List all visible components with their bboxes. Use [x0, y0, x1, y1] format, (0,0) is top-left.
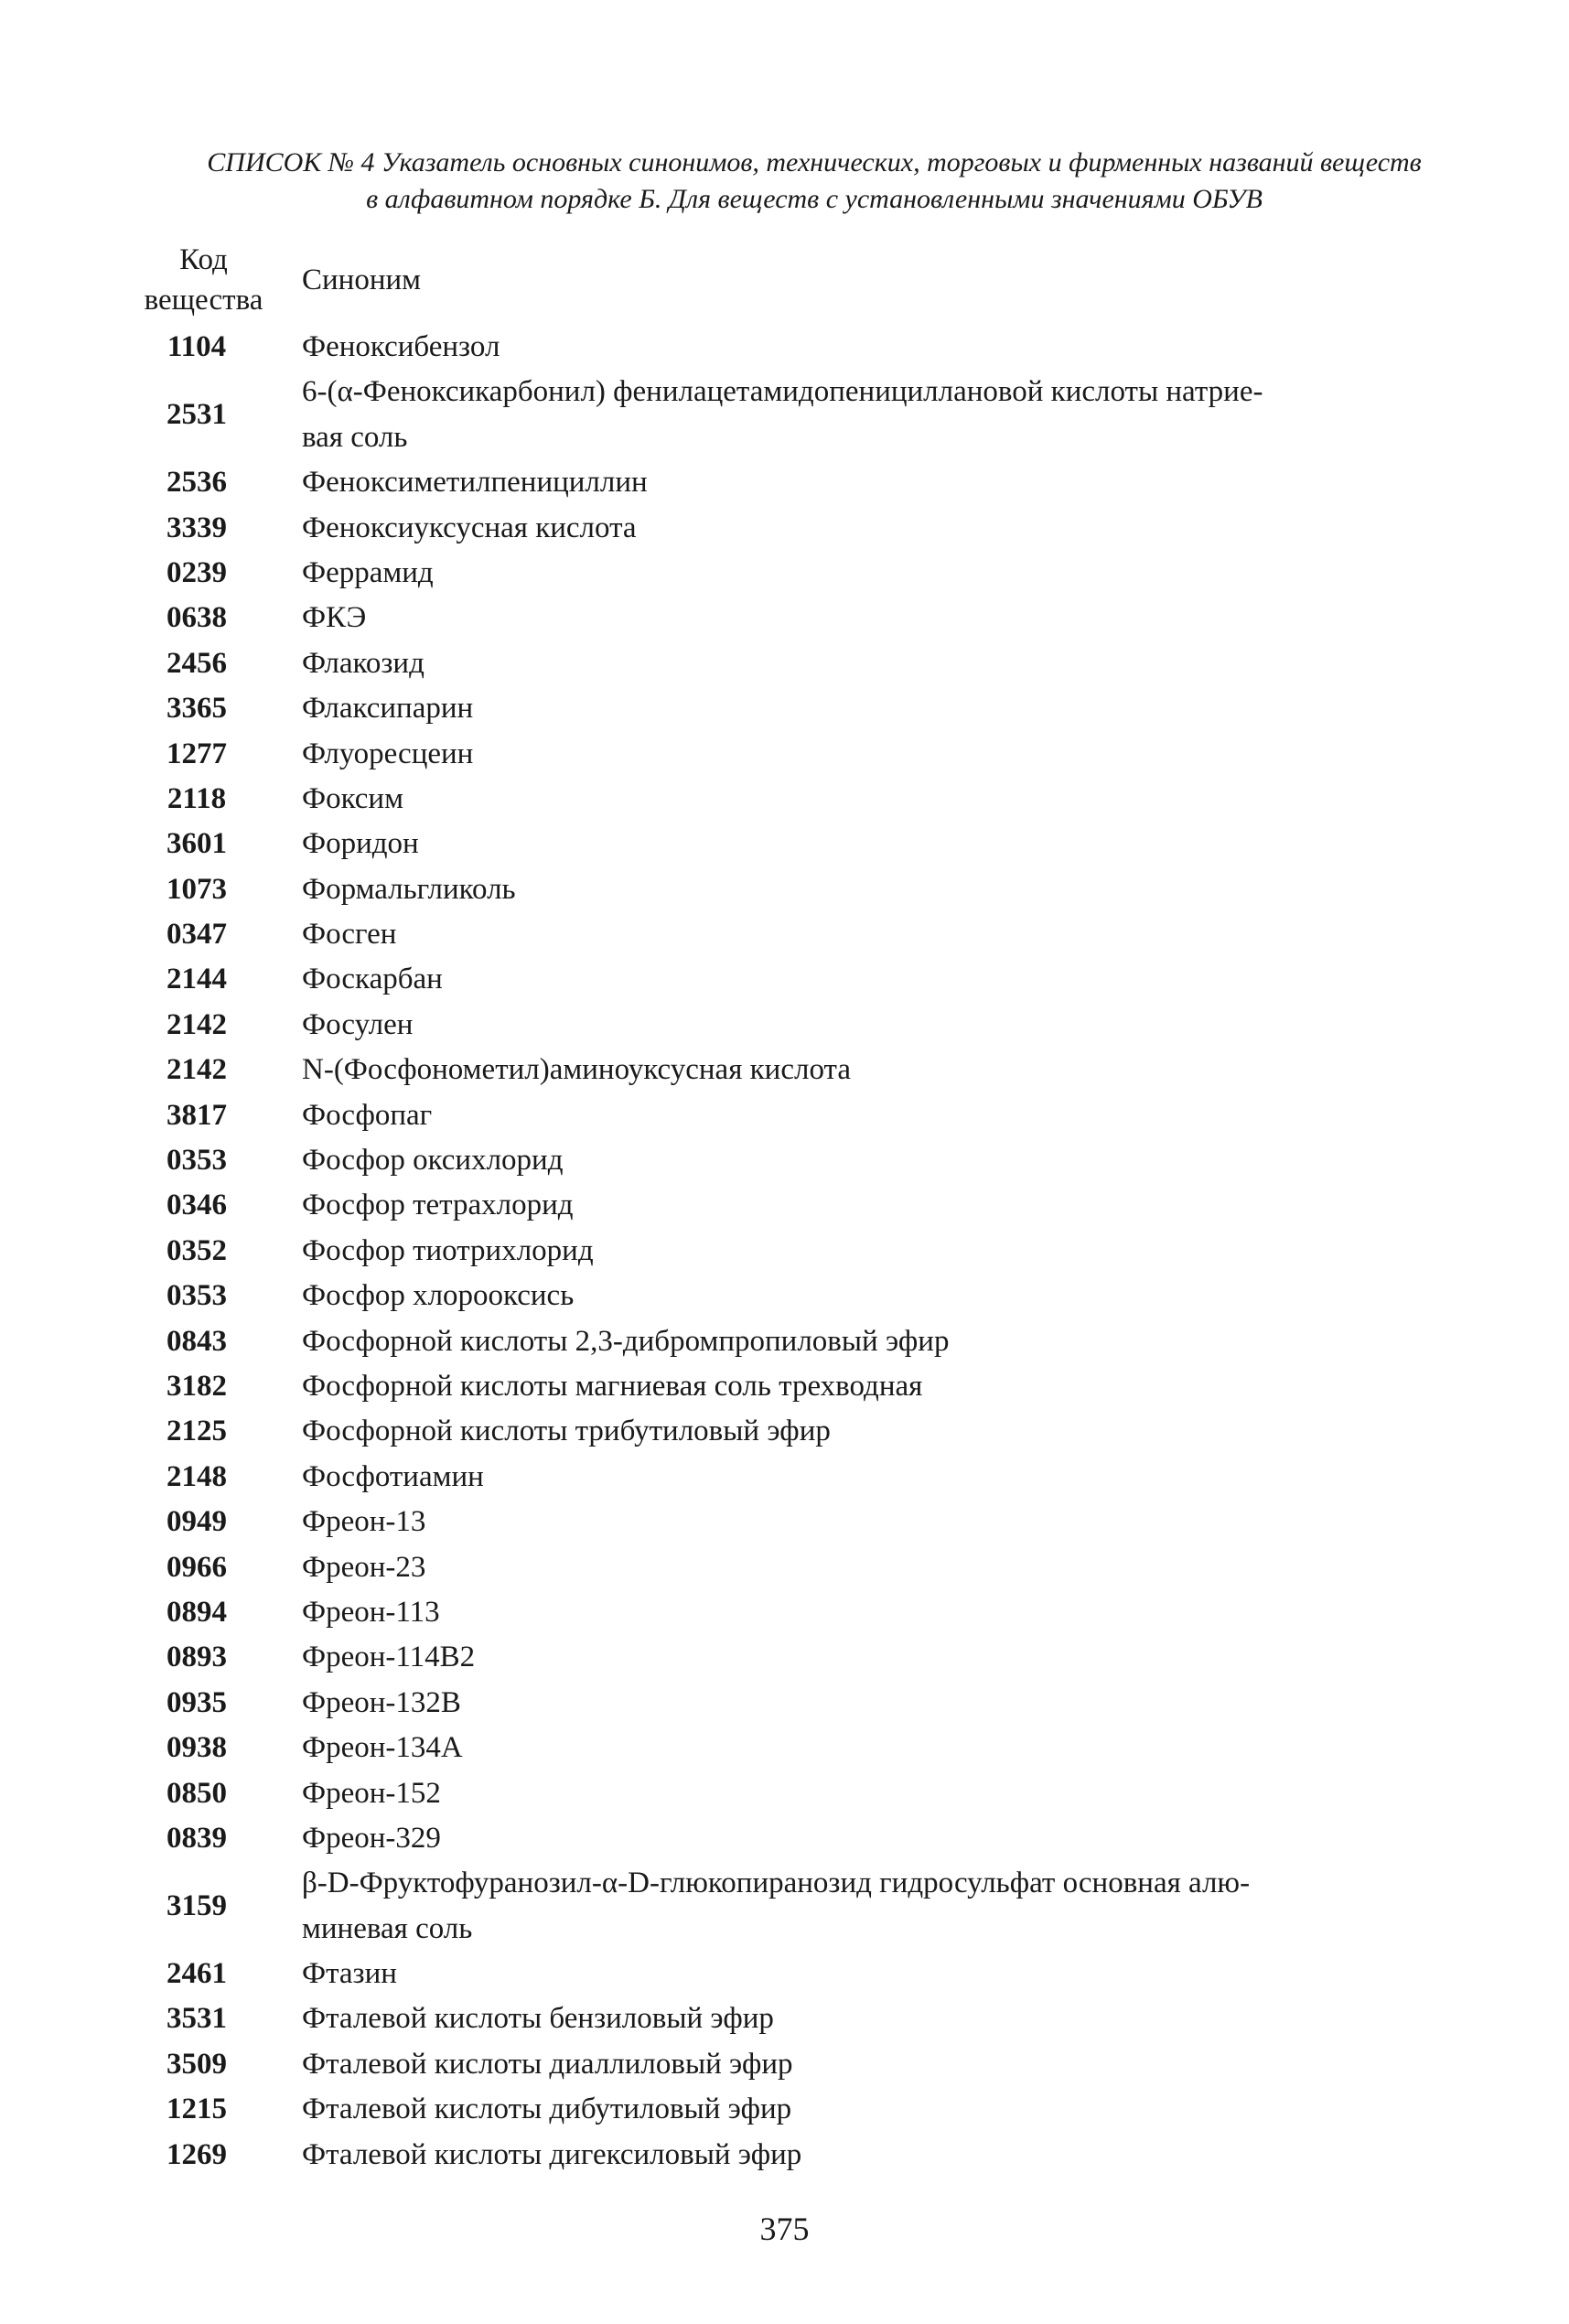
- substance-code: 3531: [167, 2002, 227, 2036]
- substance-code: 3365: [167, 692, 227, 726]
- table-row: [0, 1861, 1569, 1952]
- synonym-table: [0, 325, 1569, 2178]
- column-header-code-line-1: Код: [179, 243, 228, 276]
- synonym-text: [302, 1229, 1436, 1274]
- table-row: [0, 1229, 1569, 1274]
- synonym-line: Фреон-134А: [302, 1731, 463, 1765]
- substance-code: 0239: [167, 555, 227, 589]
- synonym-line: Феноксибензол: [302, 330, 500, 363]
- synonym-text: [302, 1996, 1436, 2041]
- synonym-line: Фреон-23: [302, 1550, 426, 1584]
- table-row: [0, 1726, 1569, 1770]
- list-title: [183, 145, 1445, 218]
- table-row: [0, 1455, 1569, 1500]
- table-row: [0, 1183, 1569, 1228]
- synonym-text: [302, 460, 1436, 505]
- synonym-text: [302, 1093, 1436, 1138]
- table-row: [0, 551, 1569, 596]
- synonym-text: [302, 1364, 1436, 1409]
- synonym-line-continuation: миневая соль: [302, 1911, 473, 1945]
- synonym-text: [302, 957, 1436, 1002]
- table-row: [0, 822, 1569, 866]
- substance-code: 3509: [167, 2047, 227, 2081]
- synonym-line: ФКЭ: [302, 601, 367, 635]
- substance-code: 2456: [167, 646, 227, 680]
- synonym-text: [302, 912, 1436, 957]
- synonym-text: [302, 1816, 1436, 1861]
- table-row: [0, 1816, 1569, 1861]
- substance-code: 2461: [167, 1957, 227, 1991]
- substance-code: 1269: [167, 2137, 227, 2171]
- column-header-synonym: Синоним: [302, 264, 422, 296]
- synonym-text: [302, 641, 1436, 686]
- substance-code: 0839: [167, 1821, 227, 1855]
- synonym-line: Фосфорной кислоты трибутиловый эфир: [302, 1415, 831, 1448]
- table-row: [0, 506, 1569, 551]
- title-line-1: СПИСОК № 4 Указатель основных синонимов, технических, торговых и фирменных названий веществ: [207, 147, 1422, 178]
- table-row: [0, 686, 1569, 731]
- synonym-text: [302, 867, 1436, 912]
- synonym-text: [302, 1274, 1436, 1318]
- synonym-line: N-(Фосфонометил)аминоуксусная кислота: [302, 1053, 851, 1087]
- synonym-text: [302, 1545, 1436, 1590]
- synonym-line: Фреон-152: [302, 1776, 441, 1810]
- table-row: [0, 2087, 1569, 2132]
- synonym-text: [302, 506, 1436, 551]
- synonym-text: [302, 1500, 1436, 1544]
- column-header-code-line-2: вещества: [144, 284, 263, 317]
- synonym-text: [302, 1635, 1436, 1680]
- synonym-text: [302, 551, 1436, 596]
- synonym-text: [302, 1726, 1436, 1770]
- synonym-text: [302, 1771, 1436, 1816]
- substance-code: 0938: [167, 1731, 227, 1765]
- synonym-line: Феноксиметилпенициллин: [302, 466, 648, 500]
- synonym-text: [302, 1455, 1436, 1500]
- table-row: [0, 1274, 1569, 1318]
- substance-code: 0353: [167, 1279, 227, 1313]
- substance-code: 3159: [167, 1888, 227, 1922]
- table-row: [0, 732, 1569, 777]
- synonym-text: [302, 777, 1436, 822]
- synonym-text: [302, 1183, 1436, 1228]
- synonym-line: Фосфор тетрахлорид: [302, 1189, 574, 1222]
- substance-code: 1104: [167, 330, 227, 363]
- substance-code: 0894: [167, 1595, 227, 1629]
- synonym-text: [302, 1952, 1436, 1996]
- synonym-line: Фреон-132В: [302, 1685, 461, 1719]
- synonym-line: Фосген: [302, 918, 397, 952]
- synonym-text: [302, 686, 1436, 731]
- synonym-line: Фосфор тиотрихлорид: [302, 1233, 594, 1267]
- synonym-line: Феноксиуксусная кислота: [302, 511, 637, 544]
- table-row: [0, 596, 1569, 640]
- synonym-line: Фосфорной кислоты 2,3-дибромпропиловый эфир: [302, 1324, 950, 1358]
- synonym-text: [302, 1681, 1436, 1726]
- synonym-line: Флуоресцеин: [302, 737, 474, 770]
- table-row: [0, 1319, 1569, 1364]
- synonym-text: [302, 1048, 1436, 1092]
- substance-code: 1073: [167, 872, 227, 906]
- substance-code: 0353: [167, 1144, 227, 1178]
- substance-code: 0949: [167, 1505, 227, 1539]
- synonym-line: Форидон: [302, 827, 419, 861]
- synonym-line: Фреон-114В2: [302, 1641, 476, 1674]
- synonym-line: β-D-Фруктофуранозил-α-D-глюкопиранозид гидросульфат основная алю-: [302, 1867, 1251, 1900]
- synonym-text: [302, 2042, 1436, 2087]
- substance-code: 3817: [167, 1098, 227, 1132]
- substance-code: 3182: [167, 1370, 227, 1403]
- synonym-text: [302, 822, 1436, 866]
- synonym-line: Флаксипарин: [302, 692, 474, 726]
- synonym-line: Фтазин: [302, 1957, 397, 1991]
- table-row: [0, 1996, 1569, 2041]
- synonym-text: [302, 1409, 1436, 1454]
- substance-code: 1277: [167, 737, 227, 770]
- table-row: [0, 2042, 1569, 2087]
- synonym-line: Фоскарбан: [302, 963, 443, 996]
- substance-code: 0893: [167, 1641, 227, 1674]
- synonym-line: Фталевой кислоты бензиловый эфир: [302, 2002, 774, 2036]
- table-row: [0, 957, 1569, 1002]
- table-row: [0, 1681, 1569, 1726]
- title-line-2: в алфавитном порядке Б. Для веществ с установленными значениями ОБУВ: [366, 184, 1263, 214]
- synonym-line: Фосфорной кислоты магниевая соль трехводная: [302, 1370, 923, 1403]
- table-row: [0, 777, 1569, 822]
- substance-code: 0352: [167, 1233, 227, 1267]
- table-row: [0, 1545, 1569, 1590]
- synonym-text: [302, 2087, 1436, 2132]
- table-row: [0, 1952, 1569, 1996]
- synonym-line: Фталевой кислоты дибутиловый эфир: [302, 2093, 792, 2126]
- substance-code: 2531: [167, 398, 227, 432]
- substance-code: 0966: [167, 1550, 227, 1584]
- table-row: [0, 1771, 1569, 1816]
- table-row: [0, 867, 1569, 912]
- substance-code: 2144: [167, 963, 227, 996]
- table-row: [0, 1048, 1569, 1092]
- synonym-line: Формальгликоль: [302, 872, 516, 906]
- synonym-text: [302, 1003, 1436, 1048]
- synonym-line: Фоксим: [302, 781, 403, 815]
- table-row: [0, 641, 1569, 686]
- substance-code: 0346: [167, 1189, 227, 1222]
- synonym-line-continuation: вая соль: [302, 420, 408, 454]
- table-row: [0, 1364, 1569, 1409]
- table-row: [0, 325, 1569, 370]
- table-row: [0, 912, 1569, 957]
- table-row: [0, 1409, 1569, 1454]
- synonym-text: [302, 732, 1436, 777]
- synonym-line: Фосфор оксихлорид: [302, 1144, 564, 1178]
- substance-code: 2148: [167, 1459, 227, 1493]
- substance-code: 3601: [167, 827, 227, 861]
- synonym-line: Фосфор хлорооксись: [302, 1279, 575, 1313]
- synonym-text: [302, 596, 1436, 640]
- substance-code: 2125: [167, 1415, 227, 1448]
- synonym-text: [302, 1138, 1436, 1183]
- substance-code: 0850: [167, 1776, 227, 1810]
- synonym-line: Фталевой кислоты дигексиловый эфир: [302, 2137, 802, 2171]
- substance-code: 0843: [167, 1324, 227, 1358]
- synonym-text: [302, 1319, 1436, 1364]
- synonym-text: [302, 2133, 1436, 2178]
- table-row: [0, 2133, 1569, 2178]
- synonym-line: Фреон-13: [302, 1505, 426, 1539]
- synonym-line: 6-(α-Феноксикарбонил) фенилацетамидопенициллановой кислоты натрие-: [302, 375, 1263, 409]
- substance-code: 0638: [167, 601, 227, 635]
- substance-code: 0935: [167, 1685, 227, 1719]
- substance-code: 1215: [167, 2093, 227, 2126]
- substance-code: 2142: [167, 1007, 227, 1041]
- substance-code: 2118: [167, 781, 227, 815]
- synonym-line: Феррамид: [302, 555, 434, 589]
- table-row: [0, 1500, 1569, 1544]
- synonym-text: [302, 370, 1436, 460]
- substance-code: 2536: [167, 466, 227, 500]
- table-row: [0, 370, 1569, 460]
- synonym-text: [302, 1590, 1436, 1635]
- synonym-line: Фосулен: [302, 1007, 414, 1041]
- synonym-line: Фталевой кислоты диаллиловый эфир: [302, 2047, 793, 2081]
- table-row: [0, 1093, 1569, 1138]
- table-row: [0, 1590, 1569, 1635]
- synonym-line: Фреон-329: [302, 1821, 441, 1855]
- synonym-text: [302, 1861, 1436, 1952]
- table-row: [0, 460, 1569, 505]
- substance-code: 0347: [167, 918, 227, 952]
- column-header-code: [124, 240, 284, 320]
- synonym-line: Флакозид: [302, 646, 424, 680]
- page-number: 375: [759, 2211, 810, 2247]
- substance-code: 3339: [167, 511, 227, 544]
- synonym-line: Фосфотиамин: [302, 1459, 484, 1493]
- table-row: [0, 1138, 1569, 1183]
- substance-code: 2142: [167, 1053, 227, 1087]
- synonym-text: [302, 325, 1436, 370]
- table-row: [0, 1003, 1569, 1048]
- table-row: [0, 1635, 1569, 1680]
- synonym-line: Фосфопаг: [302, 1098, 433, 1132]
- synonym-line: Фреон-113: [302, 1595, 440, 1629]
